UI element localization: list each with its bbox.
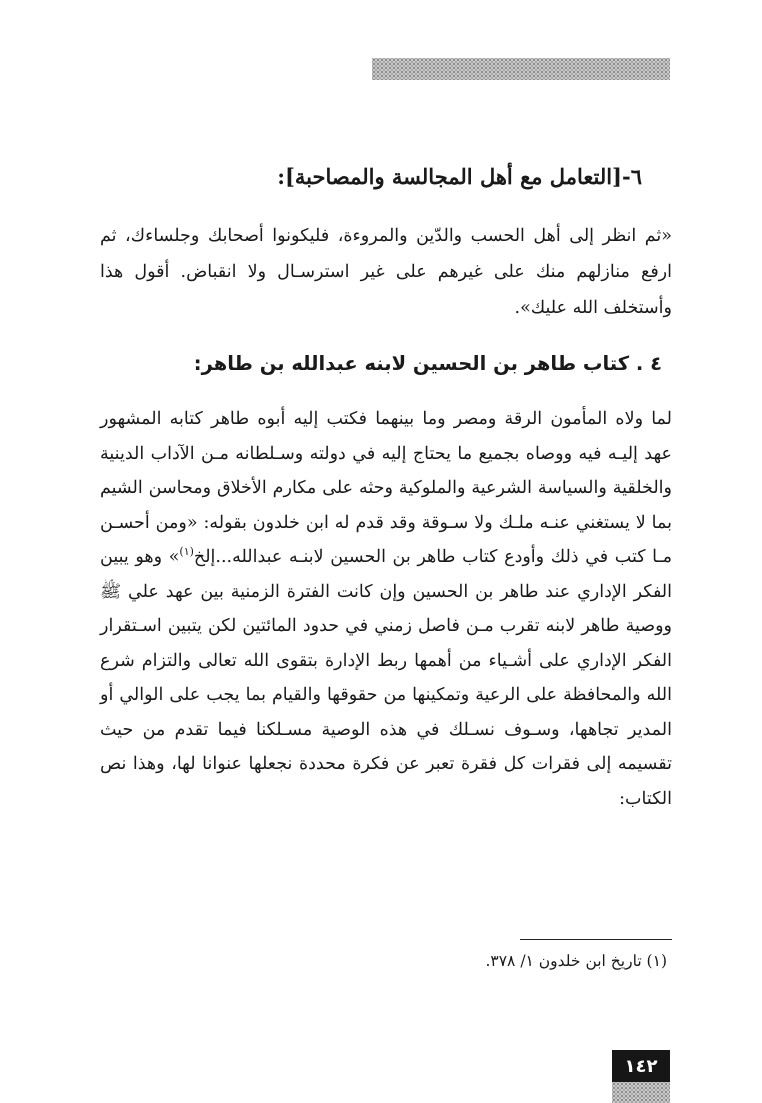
page-number: ١٤٢ bbox=[612, 1050, 670, 1082]
section-4-paragraph bbox=[100, 402, 672, 816]
footnote-divider bbox=[520, 939, 672, 940]
paragraph-text-part-2: » وهو يبين الفكر الإداري عند طاهر بن الحسين وإن كانت الفترة الزمنية بين عهد علي ﷺ ووصية طاهر لابنه تقرب مـن فاصل زمني في حدود المائتين لكن يتبين اسـتقرار الفكر الإداري على أشـياء من أهمها ربط الإدارة بتقوى الله تعالى والتزام شرع الله والمحافظة على الرعية وتمكينها من حقوقها والقيام بما يجب على الوالي أو المدير تجاهها، وسـوف نسـلك في هذه الوصية مسـلكنا فيما تقدم من حيث تقسيمه إلى فقرات كل فقرة تعبر عن فكرة محددة نجعلها عنوانا لها، وهذا نص الكتاب: bbox=[100, 547, 672, 809]
section-4-heading: ٤ . كتاب طاهر بن الحسين لابنه عبدالله بن طاهر: bbox=[193, 352, 662, 375]
section-6-quote: «ثم انظر إلى أهل الحسب والدّين والمروءة، فليكونوا أصحابك وجلساءك، ثم ارفع منازلهم منك على غيرهم على غير استرسـال ولا انقباض. أقول هذا وأستخلف الله عليك». bbox=[100, 226, 672, 318]
page-number-decorative-band bbox=[612, 1082, 670, 1103]
section-6-heading: ٦-[التعامل مع أهل المجالسة والمصاحبة]: bbox=[277, 164, 642, 189]
paragraph-text-part-1: لما ولاه المأمون الرقة ومصر وما بينهما فكتب إليه أبوه طاهر كتابه المشهور عهد إليـه فيه ووصاه بجميع ما يحتاج إليه في دولته وسـلطانه مـن الآداب الدينية والخلقية والسياسة الشرعية والملوكية وحثه على مكارم الأخلاق ومحاسن الشيم بما لا يستغني عنـه ملـك ولا سـوقة وقد قدم له ابن خلدون بقوله: «ومن أحسـن مـا كتب في ذلك وأودع كتاب طاهر بن الحسين لابنـه عبدالله...إلخ bbox=[100, 409, 673, 567]
footnote-reference[interactable]: (١) bbox=[179, 545, 194, 559]
footnote-text: (١) تاريخ ابن خلدون ١/ ٣٧٨. bbox=[485, 952, 667, 970]
header-decorative-band bbox=[372, 58, 670, 80]
